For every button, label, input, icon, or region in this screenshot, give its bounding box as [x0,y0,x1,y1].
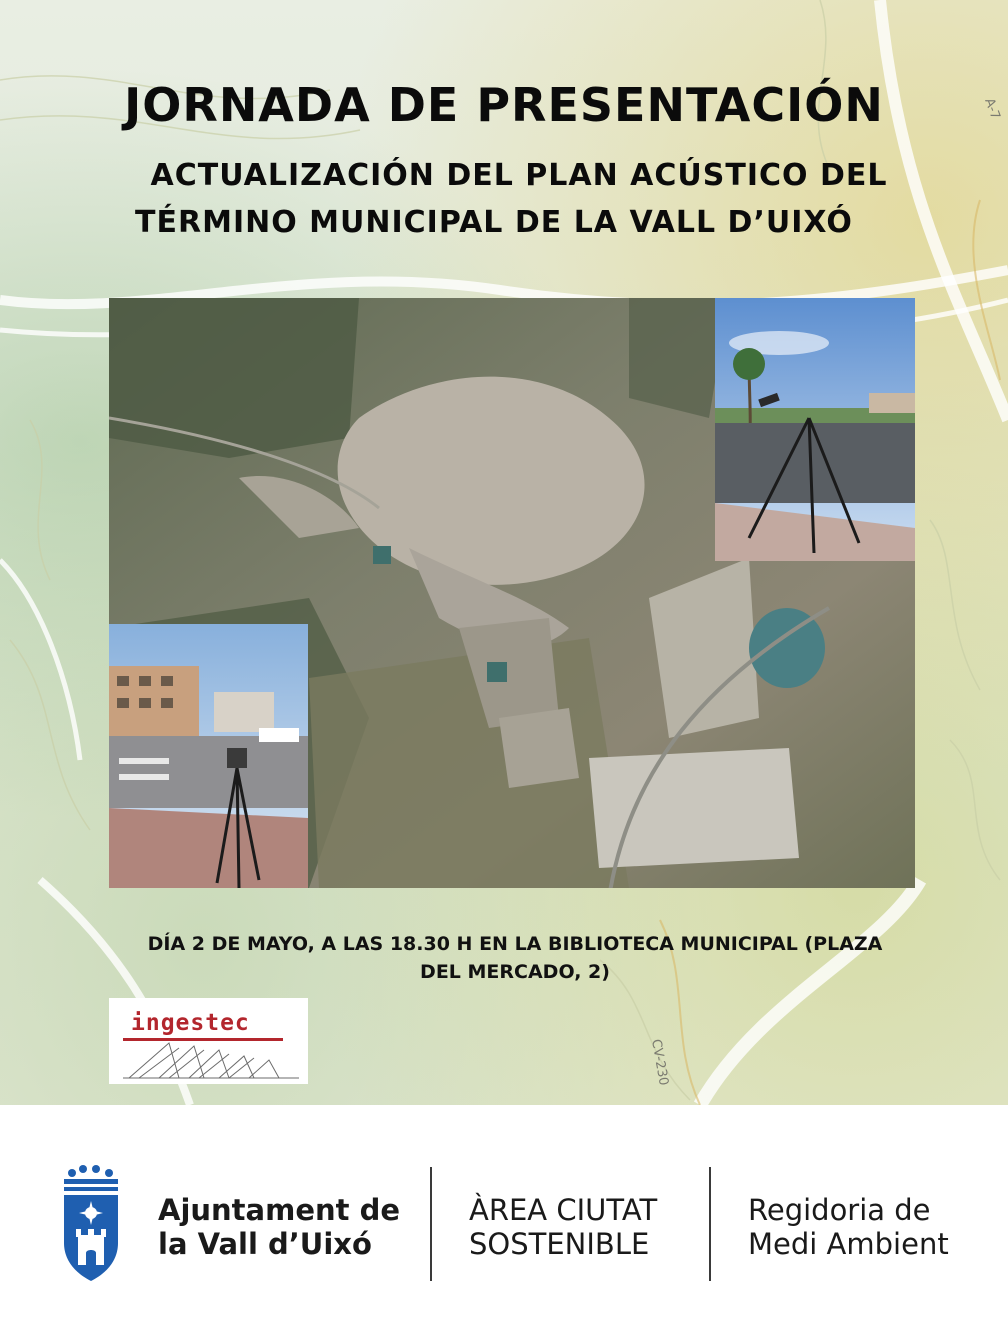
footer-divider [430,1167,432,1281]
road-label-a7: A-7 [981,96,1003,122]
ingestec-logo-text: ingestec [131,1010,250,1036]
area-name-line1: ÀREA CIUTAT [469,1193,658,1227]
footer-divider [709,1167,711,1281]
poster-subtitle-line1: ACTUALIZACIÓN DEL PLAN ACÚSTICO DEL [150,158,888,193]
event-details [100,930,930,986]
sound-meter-photo-street [109,624,308,888]
regidoria-name-line1: Regidoria de [748,1193,931,1227]
poster-subtitle-line2: TÉRMINO MUNICIPAL DE LA VALL D’UIXÓ [135,205,853,240]
event-details-line2: DEL MERCADO, 2) [420,961,610,983]
ajuntament-name-line1: Ajuntament de [158,1193,401,1227]
ajuntament-name [158,1193,400,1261]
event-details-line1: DÍA 2 DE MAYO, A LAS 18.30 H EN LA BIBLIOTECA MUNICIPAL (PLAZA [147,933,883,955]
area-name-line2: SOSTENIBLE [469,1227,650,1261]
footer [0,1105,1008,1344]
photo-collage [109,298,915,888]
regidoria-name-line2: Medi Ambient [748,1227,949,1261]
ingestec-logo-graphic [109,998,308,1084]
ingestec-logo [109,998,308,1084]
poster-title: JORNADA DE PRESENTACIÓN [124,78,884,132]
municipal-crest-icon [58,1163,124,1283]
ajuntament-name-line2: la Vall d’Uixó [158,1227,372,1261]
regidoria-name [748,1193,949,1261]
area-name [469,1193,657,1261]
road-label-cv230: CV-230 [648,1038,671,1087]
sound-meter-photo-roundabout [715,298,915,561]
